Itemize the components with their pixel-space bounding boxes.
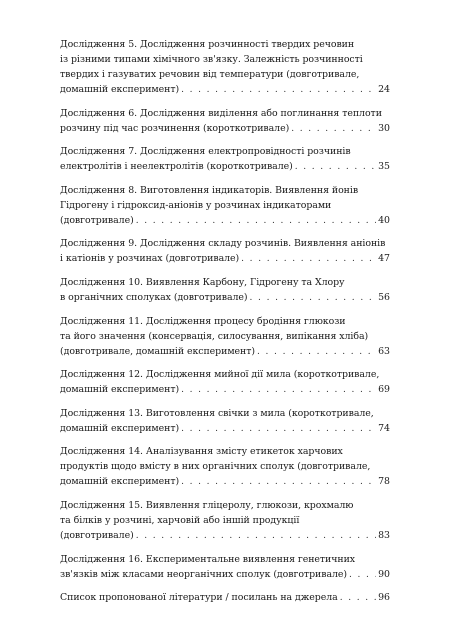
toc-entry-5[interactable] [60,37,390,98]
toc-entry-line: домашній експеримент) [60,422,180,434]
toc-entry-line: Дослідження 15. Виявлення гліцеролу, глюкози, крохмалю [60,499,354,511]
dot-leader [181,422,376,437]
toc-entry-last-line [60,590,390,606]
toc-entry-line: розчину під час розчинення (короткотривале) [60,122,290,134]
toc-entry-line: Дослідження 5. Дослідження розчинності твердих речовин [60,39,355,50]
dot-leader [241,252,376,267]
toc-entry-last-line [60,567,390,583]
toc-entry-line: і катіонів у розчинах (довготривале) [60,253,240,265]
toc-entry-line: та його значення (консервація, силосування, випікання хліба) [60,330,369,342]
dot-leader [181,83,376,98]
toc-entry-10[interactable] [60,275,390,306]
dot-leader [181,475,376,490]
toc-entry-line: Дослідження 10. Виявлення Карбону, Гідрогену та Хлору [60,276,345,288]
toc-entry-last-line [60,251,390,267]
toc-page-number: 74 [378,422,390,434]
toc-entry-line: домашній експеримент) [60,476,180,488]
toc-entry-line: із різними типами хімічного зв'язку. Залежність розчинності [60,54,363,65]
toc-page-number: 24 [378,84,390,95]
toc-entry-line: (довготривале) [60,529,134,541]
dot-leader [257,345,376,360]
toc-entry-last-line [60,159,390,175]
dot-leader [340,591,376,606]
toc-entry-line: Гідрогену і гідроксид-аніонів у розчинах індикаторами [60,199,332,211]
toc-entry-line: Дослідження 6. Дослідження виділення або поглинання теплоти [60,107,382,119]
dot-leader [291,122,376,137]
table-of-contents [60,37,390,614]
toc-page-number: 30 [378,122,390,134]
toc-entry-line: продуктів щодо вмісту в них органічних сполук (довготривале, [60,461,371,473]
toc-entry-line: та білків у розчині, харчовій або іншій продукції [60,514,300,526]
toc-entry-line: Дослідження 14. Аналізування змісту етикеток харчових [60,446,343,458]
toc-page-number: 90 [378,568,390,580]
toc-page-number: 96 [378,592,390,604]
toc-entry-8[interactable] [60,183,390,229]
toc-entry-last-line [60,290,390,306]
toc-entry-line: Дослідження 7. Дослідження електропровідності розчинів [60,146,351,158]
toc-entry-last-line [60,528,390,544]
dot-leader [349,568,376,583]
toc-entry-line: Дослідження 9. Дослідження складу розчинів. Виявлення аніонів [60,238,386,250]
toc-page-number: 56 [378,291,390,303]
toc-entry-line: Дослідження 12. Дослідження мийної дії мила (короткотривале, [60,369,380,381]
toc-entry-line: Дослідження 13. Виготовлення свічки з мила (короткотривале, [60,407,374,419]
toc-entry-last-line [60,82,390,98]
toc-page-number: 63 [378,345,390,357]
toc-entry-line: електролітів і неелектролітів (короткотривале) [60,161,293,173]
toc-page-number: 83 [378,529,390,541]
toc-entry-6[interactable] [60,106,390,137]
toc-entry-line: (довготривале) [60,214,134,226]
toc-entry-last-line [60,213,390,229]
toc-entry-12[interactable] [60,367,390,398]
toc-entry-last-line [60,382,390,398]
toc-entry-references[interactable] [60,590,390,606]
dot-leader [250,291,377,306]
toc-page-number: 47 [378,253,390,265]
toc-page-number: 40 [378,214,390,226]
toc-entry-line: твердих і газуватих речовин від температури (довготривале, [60,69,360,80]
toc-entry-13[interactable] [60,406,390,437]
toc-page-number: 69 [378,384,390,396]
toc-entry-7[interactable] [60,144,390,175]
toc-entry-16[interactable] [60,552,390,583]
toc-entry-line: Список пропонованої літератури / посилань на джерела [60,592,338,604]
toc-entry-line: домашній експеримент) [60,384,180,396]
toc-entry-last-line [60,344,390,360]
toc-entry-15[interactable] [60,498,390,544]
toc-entry-last-line [60,121,390,137]
dot-leader [295,160,376,175]
toc-entry-line: Дослідження 8. Виготовлення індикаторів. Виявлення йонів [60,184,359,196]
toc-entry-11[interactable] [60,314,390,360]
toc-entry-line: зв'язків між класами неорганічних сполук (довготривале) [60,568,348,580]
toc-page-number: 78 [378,476,390,488]
toc-entry-line: (довготривале, домашній експеримент) [60,345,256,357]
toc-entry-last-line [60,474,390,490]
toc-entry-line: домашній експеримент) [60,84,180,95]
dot-leader [136,214,376,229]
dot-leader [181,383,376,398]
toc-page-number: 35 [378,161,390,173]
toc-entry-line: Дослідження 16. Експериментальне виявлення генетичних [60,553,356,565]
toc-entry-14[interactable] [60,444,390,490]
toc-entry-line: Дослідження 11. Дослідження процесу бродіння глюкози [60,315,346,327]
toc-entry-last-line [60,421,390,437]
toc-entry-9[interactable] [60,236,390,267]
dot-leader [136,529,376,544]
toc-entry-line: в органічних сполуках (довготривале) [60,291,248,303]
